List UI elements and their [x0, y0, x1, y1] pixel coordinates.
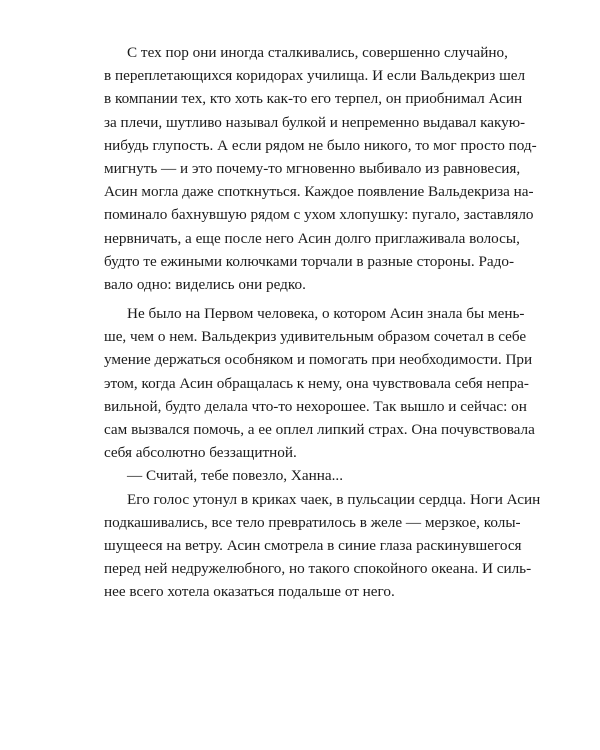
body-text: [104, 41, 541, 604]
text-line: — Считай, тебе повезло, Ханна...: [127, 467, 343, 485]
text-line: умение держаться особняком и помогать при необходимости. При: [104, 351, 533, 369]
text-line: ше, чем о нем. Вальдекриз удивительным образом сочетал в себе: [104, 328, 527, 346]
text-line: С тех пор они иногда сталкивались, совершенно случайно,: [127, 44, 508, 61]
text-line: мигнуть — и это почему-то мгновенно выбивало из равновесия,: [104, 159, 521, 177]
text-line: в компании тех, кто хоть как-то его терпел, он приобнимал Асин: [104, 90, 523, 108]
text-line: Асин могла даже споткнуться. Каждое появление Вальдекриза на-: [104, 183, 534, 201]
text-line: подкашивались, все тело превратилось в желе — мерзкое, колы-: [104, 513, 521, 531]
text-line: нее всего хотела оказаться подальше от него.: [104, 583, 395, 601]
text-line: нибудь глупость. А если рядом не было никого, то мог просто под-: [104, 136, 537, 154]
paragraph: [104, 488, 541, 604]
text-line: в переплетающихся коридорах училища. И если Вальдекриз шел: [104, 67, 526, 85]
text-line: будто те ежиными колючками торчали в разные стороны. Радо-: [104, 252, 515, 270]
text-line: шущееся на ветру. Асин смотрела в синие глаза раскинувшегося: [104, 536, 522, 554]
text-line: перед ней недружелюбного, но такого спокойного океана. И силь-: [104, 560, 532, 578]
paragraph: [104, 302, 535, 464]
text-line: вильной, будто делала что-то нехорошее. Так вышло и сейчас: он: [104, 397, 527, 415]
text-line: этом, когда Асин обращалась к нему, она чувствовала себя непра-: [104, 374, 529, 392]
paragraph: [104, 41, 537, 296]
text-line: за плечи, шутливо называл булкой и непременно выдавал какую-: [104, 113, 526, 131]
text-line: поминало бахнувшую рядом с ухом хлопушку: пугало, заставляло: [104, 206, 534, 224]
text-line: сам вызвался помочь, а ее оплел липкий страх. Она почувствовала: [104, 421, 535, 438]
text-line: Не было на Первом человека, о котором Асин знала бы мень-: [127, 305, 525, 323]
text-line: Его голос утонул в криках чаек, в пульсации сердца. Ноги Асин: [127, 490, 541, 508]
text-line: нервничать, а еще после него Асин долго приглаживала волосы,: [104, 229, 520, 247]
dialogue-paragraph: [104, 464, 504, 487]
text-line: вало одно: виделись они редко.: [104, 275, 306, 293]
text-line: себя абсолютно беззащитной.: [104, 444, 297, 462]
